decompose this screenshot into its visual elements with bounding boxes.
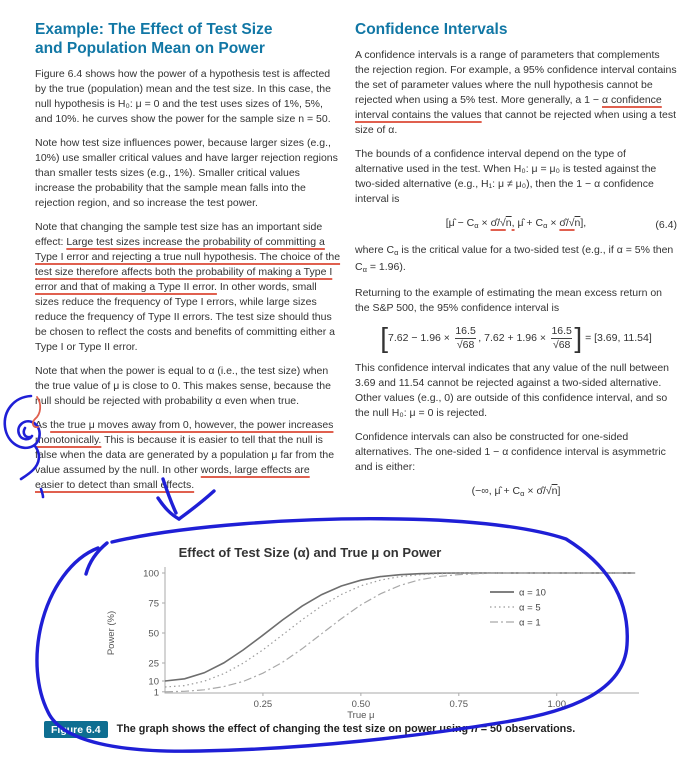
text-segment: σ̂/√ xyxy=(490,217,506,229)
y-tick-label: 1 xyxy=(153,687,159,699)
x-axis-label: True μ xyxy=(347,710,375,721)
paragraph xyxy=(355,430,677,475)
equation-body xyxy=(472,485,561,497)
legend-label: α = 1 xyxy=(519,617,541,629)
text-segment: α xyxy=(394,248,399,257)
paragraph xyxy=(35,418,341,493)
text-segment: In other words, small sizes reduce the frequency of Type I errors, while large sizes reduce the frequency of Type II errors. The test size should thus be chosen to reflect the costs and benefits of committing either a Type I or Type II error. xyxy=(35,281,335,353)
text-segment: where C xyxy=(355,244,395,256)
paragraph xyxy=(35,67,341,127)
text-segment: n xyxy=(471,723,478,735)
text-segment: The graph shows the effect of changing the test size on power using xyxy=(116,723,472,735)
text-segment: × xyxy=(478,217,491,229)
text-segment: the true μ moves away from 0, however, the power increases monotonically. xyxy=(35,419,334,446)
sp500-interval-equation xyxy=(355,321,677,353)
text-segment: is the critical value for a two-sided test (e.g., if α = 5% then C xyxy=(355,244,674,273)
text-segment: Returning to the example of estimating the mean excess return on the S&P 500, the 95% confidence interval is xyxy=(355,287,663,314)
series-curve-solid xyxy=(165,573,635,681)
chart-title: Effect of Test Size (α) and True μ on Power xyxy=(178,545,442,560)
text-segment: Large test sizes increase the probability of committing a Type I error and rejecting a true null hypothesis. The choice of the test size therefore affects both the probability of making a Type I error and that of making a Type II error. xyxy=(35,236,341,293)
text-segment: words, large effects are easier to detect than small effects. xyxy=(35,464,310,491)
y-tick-label: 10 xyxy=(148,676,159,688)
equation-body xyxy=(446,217,586,229)
text-segment: This confidence interval indicates that any value of the null between 3.69 and 11.54 cannot be rejected against a two-sided alternative. Other values (e.g., 0) are outside of this confidence interval, and so the null H₀: μ = 0 is rejected. xyxy=(355,362,670,420)
text-segment: × xyxy=(547,217,560,229)
text-segment: (−∞, μ̂ + C xyxy=(471,485,521,498)
text-segment: Note that when the power is equal to α (i.e., the test size) when the true value of μ is close to 0. This makes sense, because the null should be rejected with probability α even when true. xyxy=(35,365,331,407)
text-segment: ] xyxy=(557,485,561,498)
annotation-margin-scribble-inner xyxy=(24,428,30,437)
paragraph xyxy=(355,286,677,316)
text-segment: × σ̂/√ xyxy=(524,485,552,498)
y-axis-label: Power (%) xyxy=(106,610,117,656)
text-segment: n xyxy=(505,217,512,229)
text-segment: As xyxy=(35,419,51,431)
figure-caption-text xyxy=(117,721,576,735)
text-segment: n xyxy=(574,217,581,229)
text-segment: Note how test size influences power, because larger sizes (e.g., 10%) use smaller critical values and have larger rejection regions than smaller tests sizes (e.g., 1%). Smaller critical values increase the probability that the sample mean falls into the rejection region, and so increase the test power. xyxy=(35,137,338,209)
left-column xyxy=(35,20,341,502)
paragraph xyxy=(35,220,341,355)
fraction xyxy=(455,325,476,351)
one-sided-interval-equation xyxy=(355,484,677,501)
legend-label: α = 10 xyxy=(519,587,546,599)
text-segment: α xyxy=(474,221,479,230)
numerator: 16.5 xyxy=(551,325,572,337)
chart-axes xyxy=(165,567,639,693)
figure-badge: Figure 6.4 xyxy=(44,721,108,738)
text-segment: n xyxy=(551,485,558,498)
paragraph xyxy=(355,361,677,421)
text-segment: Note that changing the sample test size has an important side effect: xyxy=(35,221,323,248)
heading-line: Example: The Effect of Test Size xyxy=(35,21,273,38)
equation-number: (6.4) xyxy=(655,219,677,231)
text-segment: , xyxy=(511,217,515,229)
series-curve-dashdot xyxy=(165,573,635,692)
right-section-heading: Confidence Intervals xyxy=(355,21,508,38)
text-segment: This is because it is easier to tell that the null is false when the data are generated by a population μ far from the value assumed by the null. In other xyxy=(35,434,335,476)
equation-6-4 xyxy=(355,216,677,233)
figure-caption xyxy=(44,721,674,738)
text-segment: σ̂/√ xyxy=(559,217,575,229)
paragraph xyxy=(355,243,677,277)
paragraph xyxy=(355,147,677,207)
paragraph xyxy=(35,136,341,211)
y-tick-label: 100 xyxy=(143,568,159,580)
equation-result: = [3.69, 11.54] xyxy=(582,331,652,344)
equation-text: , 7.62 + 1.96 × xyxy=(478,331,549,344)
series-curve-dotted xyxy=(165,573,635,687)
denominator: √68 xyxy=(552,338,571,351)
text-segment: α xyxy=(362,265,367,274)
x-tick-label: 0.50 xyxy=(351,699,371,710)
right-column xyxy=(355,20,677,511)
text-segment: Figure 6.4 shows how the power of a hypothesis test is affected by the true (population) mean and the test size. In this case, the null hypothesis is H₀: μ = 0 and the test uses sizes of 1%, 5%, and 10%. he curves show the power for the sample size n = 50. xyxy=(35,68,331,125)
text-segment: μ̂ + C xyxy=(514,217,544,229)
legend-label: α = 5 xyxy=(519,602,541,614)
x-tick-label: 0.75 xyxy=(449,699,469,710)
numerator: 16.5 xyxy=(455,325,476,337)
fraction xyxy=(551,325,572,351)
text-segment: α confidence interval contains the values xyxy=(355,94,662,121)
denominator: √68 xyxy=(456,338,475,351)
text-segment: A confidence intervals is a range of parameters that complements the rejection region. For example, a 95% confidence interval contains the set of parameter values where the null hypothesis cannot be rejected when using a 5% test. More generally, a 1 − xyxy=(355,49,677,106)
x-tick-label: 0.25 xyxy=(253,699,273,710)
text-segment: Confidence intervals can also be constructed for one-sided alternatives. The one-sided 1 − α confidence interval is asymmetric and is either: xyxy=(355,431,666,474)
text-segment: = 50 observations. xyxy=(477,723,576,735)
left-bracket: [ xyxy=(380,321,389,353)
text-segment: ], xyxy=(580,217,587,229)
paragraph xyxy=(35,364,341,409)
x-tick-label: 1.00 xyxy=(547,699,566,710)
y-tick-label: 50 xyxy=(148,628,159,640)
text-segment: that cannot be rejected when using a test size of α. xyxy=(355,109,677,136)
text-segment: α xyxy=(520,489,525,499)
figure-6-4-chart xyxy=(100,543,640,723)
left-section-heading xyxy=(35,20,341,58)
equation-text: 7.62 − 1.96 × xyxy=(388,331,453,344)
right-bracket: ] xyxy=(574,321,583,353)
text-segment: The bounds of a confidence interval depend on the type of alternative used in the test. When H₀: μ = μ₀ is tested against the two-sided alternative (e.g., H₁: μ ≠ μ₀), then the 1 − α confidence interval is xyxy=(355,148,657,205)
power-chart-svg xyxy=(100,543,640,723)
paragraph xyxy=(355,48,677,138)
text-segment: = 1.96). xyxy=(366,261,406,273)
heading-line: and Population Mean on Power xyxy=(35,40,265,57)
y-tick-label: 25 xyxy=(148,658,159,670)
text-segment: [μ̂ − C xyxy=(445,217,475,229)
y-tick-label: 75 xyxy=(148,598,159,610)
text-segment: α xyxy=(543,221,548,230)
